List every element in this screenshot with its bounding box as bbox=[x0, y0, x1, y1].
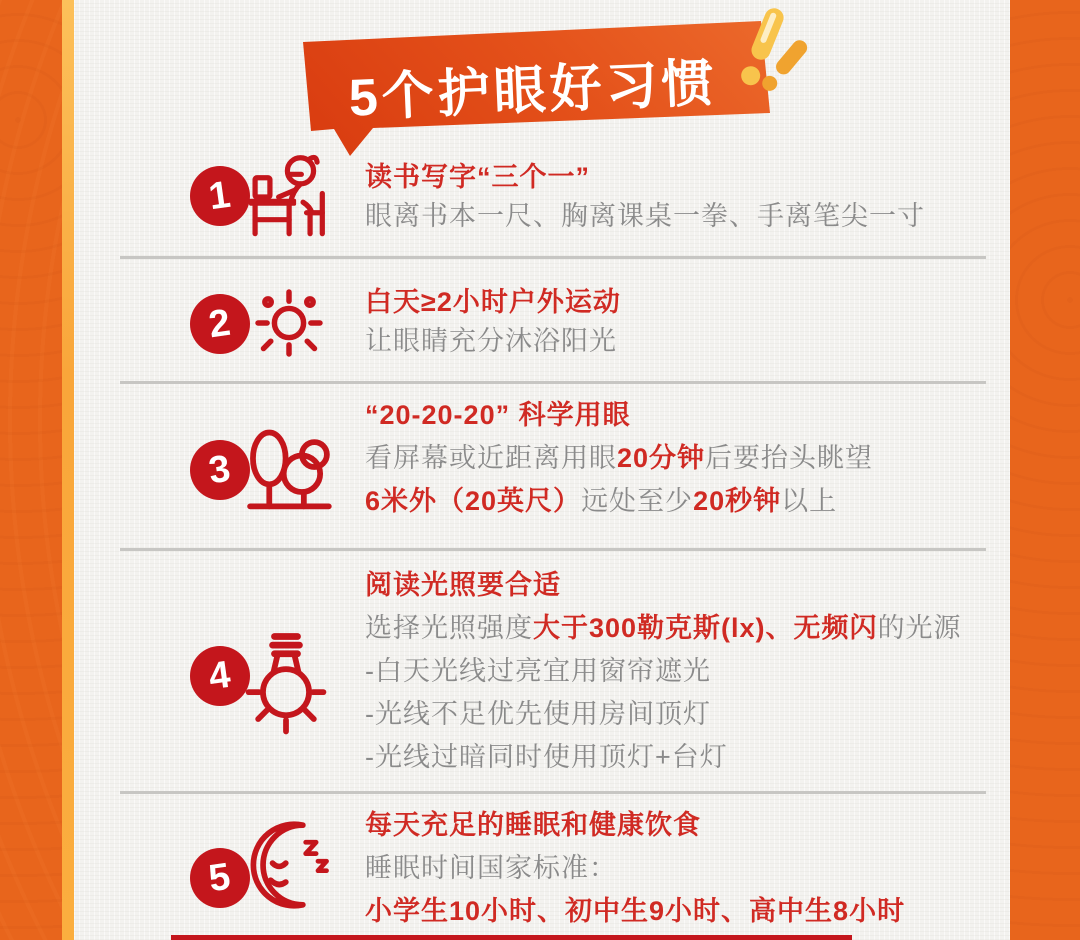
item-title: 阅读光照要合适 bbox=[365, 570, 561, 600]
item-line: -光线过暗同时使用顶灯+台灯 bbox=[365, 742, 728, 772]
item-line: 选择光照强度大于300勒克斯(lx)、无频闪的光源 bbox=[365, 613, 962, 643]
left-accent-strip bbox=[62, 0, 74, 940]
crescent-moon-icon bbox=[246, 816, 336, 914]
divider bbox=[120, 381, 986, 384]
item-title: 白天≥2小时户外运动 bbox=[365, 287, 621, 317]
item-line: 小学生10小时、初中生9小时、高中生8小时 bbox=[365, 896, 906, 926]
item-text-block bbox=[365, 287, 985, 365]
lightbulb-icon bbox=[238, 628, 334, 740]
trees-icon bbox=[242, 420, 334, 516]
child-reading-desk-icon bbox=[242, 152, 338, 242]
item-number-badge: 5 bbox=[190, 848, 250, 908]
item-line: 眼离书本一尺、胸离课桌一拳、手离笔尖一寸 bbox=[365, 201, 925, 231]
double-exclamation-icon bbox=[712, 4, 822, 114]
item-line: 睡眠时间国家标准： bbox=[365, 853, 617, 883]
item-number-badge: 2 bbox=[190, 294, 250, 354]
divider bbox=[120, 256, 986, 259]
item-line: 让眼睛充分沐浴阳光 bbox=[365, 326, 617, 356]
item-title: 每天充足的睡眠和健康饮食 bbox=[365, 810, 701, 840]
divider bbox=[120, 548, 986, 551]
item-number-badge: 3 bbox=[190, 440, 250, 500]
next-section-bar bbox=[171, 935, 852, 940]
item-line: -光线不足优先使用房间顶灯 bbox=[365, 699, 711, 729]
item-title: “20-20-20” 科学用眼 bbox=[365, 400, 631, 430]
sun-icon bbox=[248, 282, 330, 364]
item-text-block bbox=[365, 162, 985, 240]
item-line: 6米外（20英尺）远处至少20秒钟以上 bbox=[365, 486, 838, 516]
divider bbox=[120, 791, 986, 794]
item-text-block bbox=[365, 570, 985, 785]
item-text-block bbox=[365, 400, 985, 529]
item-line: 看屏幕或近距离用眼20分钟后要抬头眺望 bbox=[365, 443, 874, 473]
title-banner bbox=[293, 16, 793, 166]
item-line: -白天光线过亮宜用窗帘遮光 bbox=[365, 656, 711, 686]
item-number-badge: 4 bbox=[190, 646, 250, 706]
right-border bbox=[1010, 0, 1080, 940]
item-title: 读书写字“三个一” bbox=[365, 162, 590, 192]
item-number-badge: 1 bbox=[190, 166, 250, 226]
item-text-block bbox=[365, 810, 985, 939]
page-title: 5个护眼好习惯 bbox=[347, 54, 719, 128]
